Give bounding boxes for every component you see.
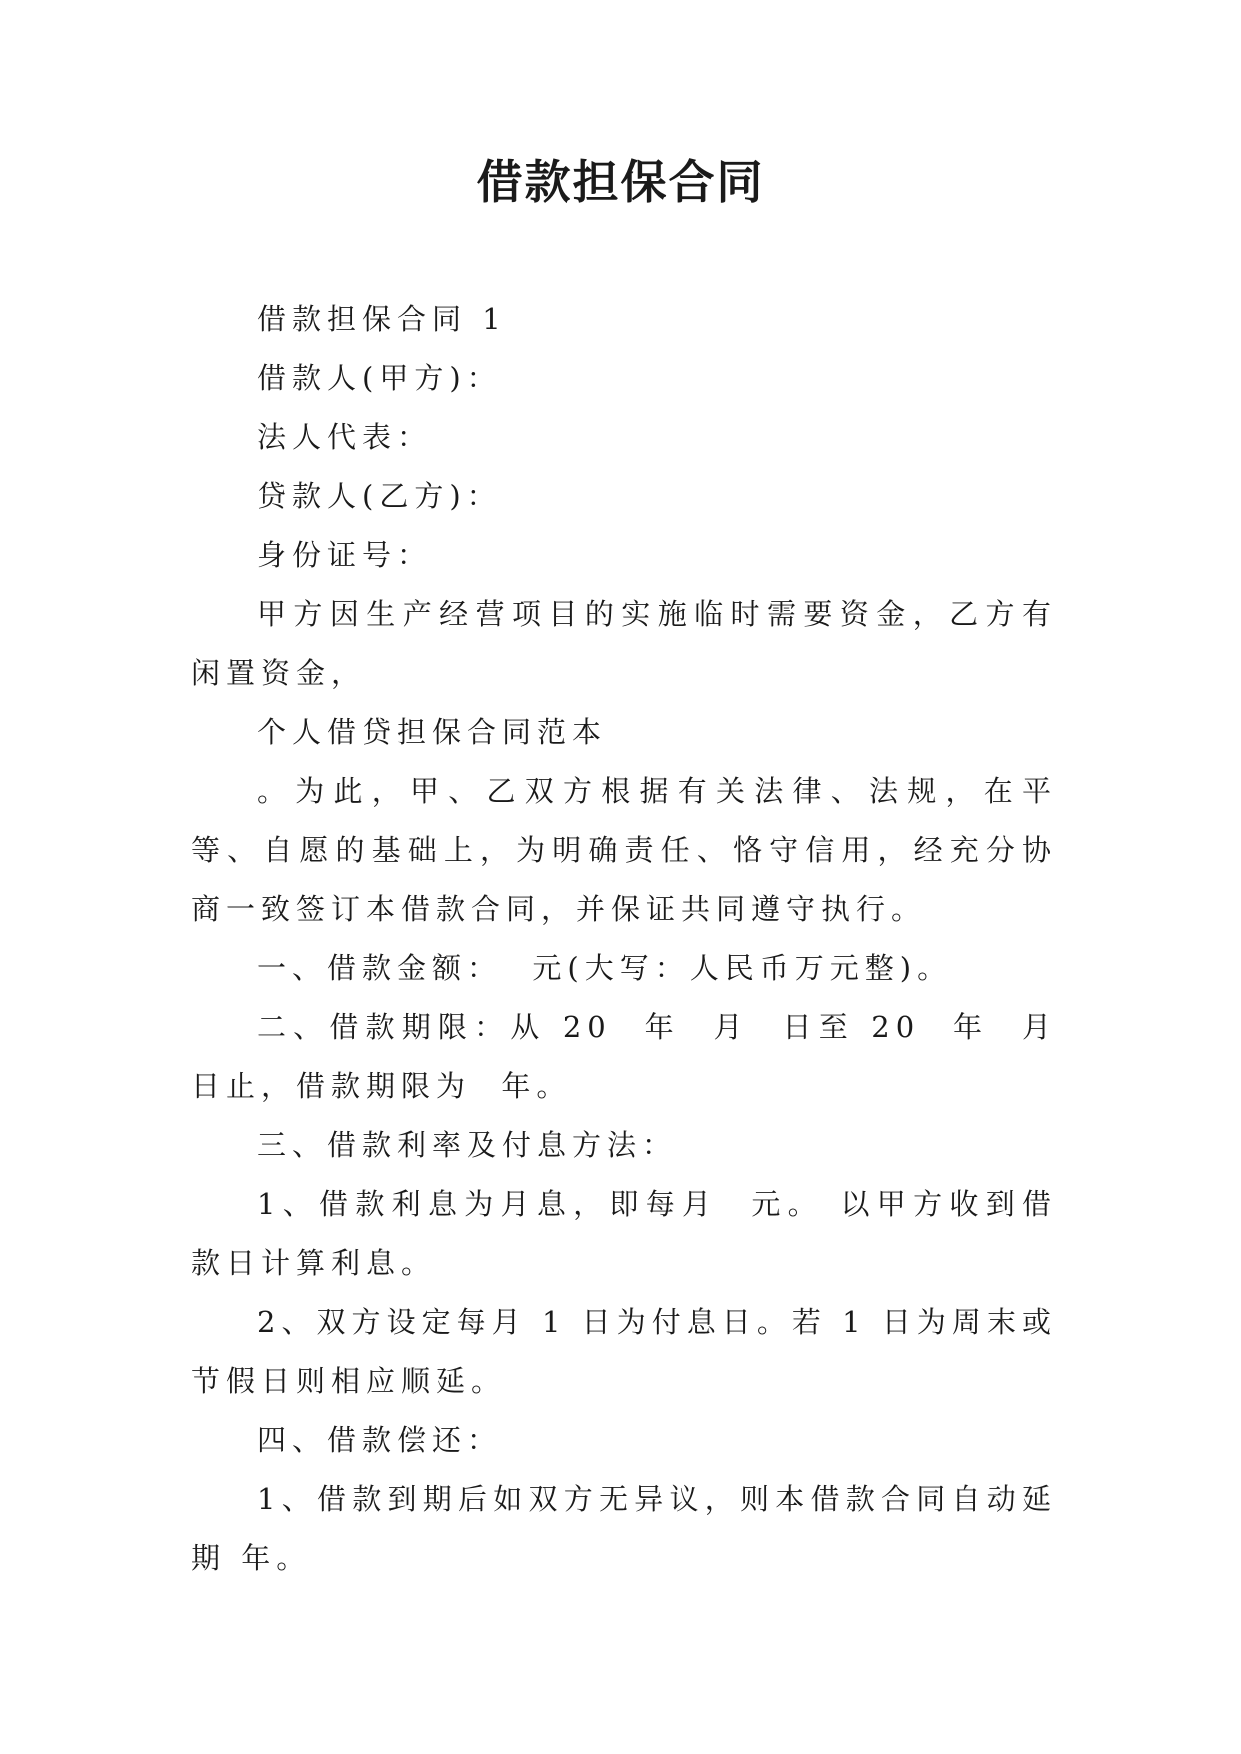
paragraph-agreement: 。为此，甲、乙双方根据有关法律、法规，在平等、自愿的基础上，为明确责任、恪守信用，经充分协商一致签订本借款合同，并保证共同遵守执行。 bbox=[191, 774, 1057, 926]
paragraph-lender: 贷款人(乙方)： bbox=[257, 479, 502, 513]
document-body bbox=[191, 290, 1088, 1588]
paragraph-heading: 借款担保合同 1 bbox=[257, 302, 507, 336]
paragraph-loan-amount: 一、借款金额： 元(大写：人民币万元整)。 bbox=[257, 951, 953, 985]
paragraph-interest-2: 2、双方设定每月 1 日为付息日。若 1 日为周末或节假日则相应顺延。 bbox=[191, 1305, 1057, 1398]
document-title: 借款担保合同 bbox=[476, 155, 765, 209]
paragraph-id-number: 身份证号： bbox=[257, 538, 433, 572]
paragraph-legal-rep: 法人代表： bbox=[257, 420, 433, 454]
paragraph-interest-1: 1、借款利息为月息，即每月 元。 以甲方收到借款日计算利息。 bbox=[191, 1187, 1057, 1280]
paragraph-repayment-heading: 四、借款偿还： bbox=[257, 1423, 503, 1457]
paragraph-loan-term: 二、借款期限：从 20 年 月 日至 20 年 月 日止，借款期限为 年。 bbox=[191, 1010, 1088, 1103]
paragraph-template-note: 个人借贷担保合同范本 bbox=[257, 715, 608, 749]
paragraph-borrower: 借款人(甲方)： bbox=[257, 361, 502, 395]
paragraph-interest-heading: 三、借款利率及付息方法： bbox=[257, 1128, 678, 1162]
paragraph-repayment-1: 1、借款到期后如双方无异议，则本借款合同自动延期 年。 bbox=[191, 1482, 1057, 1575]
paragraph-purpose: 甲方因生产经营项目的实施临时需要资金，乙方有闲置资金， bbox=[191, 597, 1057, 690]
